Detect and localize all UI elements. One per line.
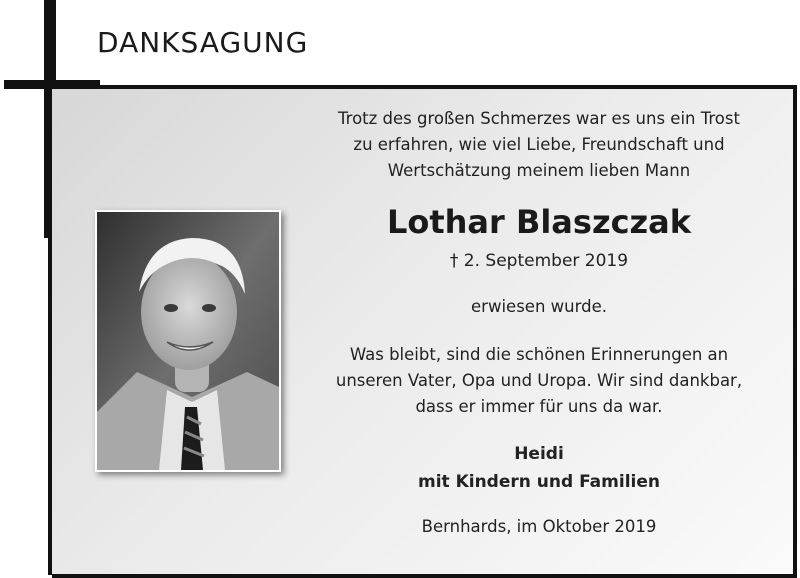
memories-line: dass er immer für uns da war. [415, 397, 663, 416]
notice-text [300, 106, 778, 540]
memories-line: Was bleibt, sind die schönen Erinnerungen an [349, 345, 729, 364]
portrait-illustration [97, 212, 279, 470]
signers [300, 440, 778, 496]
signer-line: mit Kindern und Familien [417, 472, 660, 492]
intro-line: Wertschätzung meinem lieben Mann [387, 161, 691, 180]
intro-text [300, 106, 778, 184]
portrait-photo [95, 210, 281, 472]
signer-line: Heidi [514, 444, 564, 464]
memories-text [300, 342, 778, 420]
memories-line: unseren Vater, Opa und Uropa. Wir sind dankbar, [335, 371, 743, 390]
intro-line: zu erfahren, wie viel Liebe, Freundschaft und [353, 135, 725, 154]
death-date: † 2. September 2019 [449, 251, 629, 271]
erwiesen-text: erwiesen wurde. [471, 297, 607, 316]
place-date: Bernhards, im Oktober 2019 [421, 517, 657, 536]
notice-heading: DANKSAGUNG [97, 26, 309, 59]
deceased-name: Lothar Blaszczak [386, 203, 692, 241]
intro-line: Trotz des großen Schmerzes war es uns ein Trost [338, 109, 740, 128]
